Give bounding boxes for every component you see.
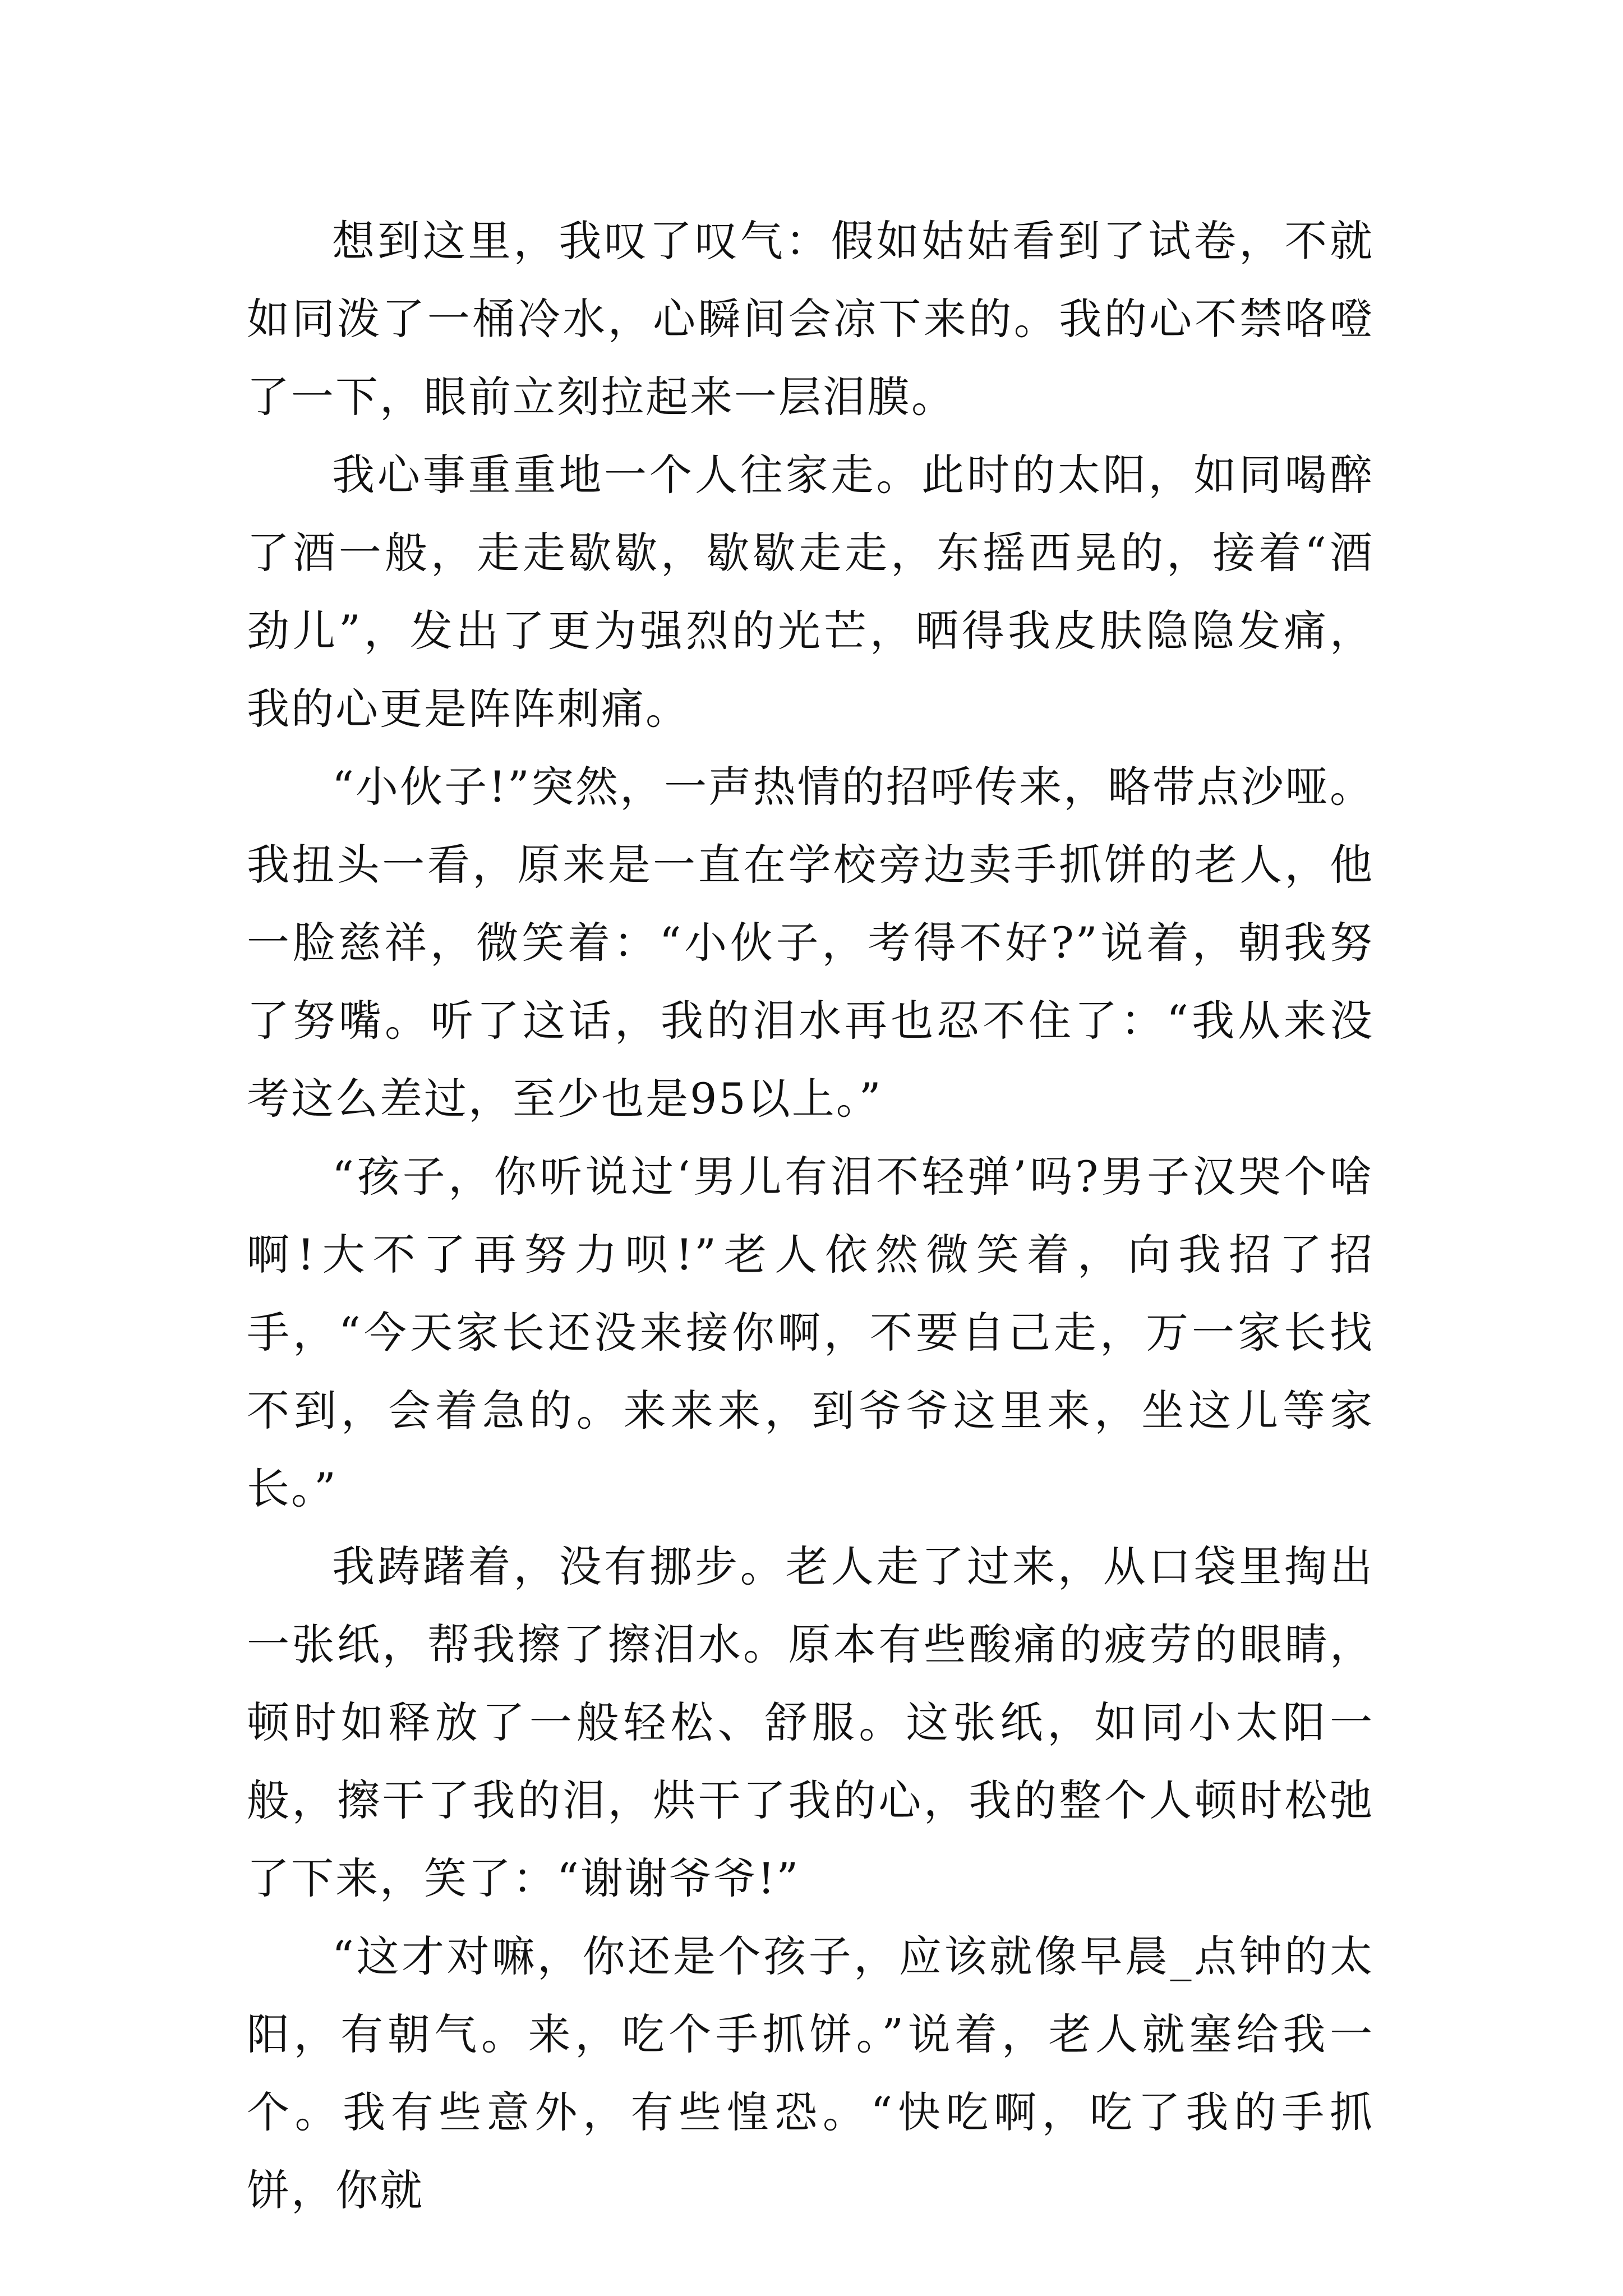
paragraph-1: 想到这里，我叹了叹气：假如姑姑看到了试卷，不就如同泼了一桶冷水，心瞬间会凉下来的。我的心不禁咯噔了一下，眼前立刻拉起来一层泪膜。: [247, 216, 1374, 422]
paragraph-2: 我心事重重地一个人往家走。此时的太阳，如同喝醉了酒一般，走走歇歇，歇歇走走，东摇西晃的，接着“酒劲儿”，发出了更为强烈的光芒，晒得我皮肤隐隐发痛，我的心更是阵阵刺痛。: [247, 450, 1374, 734]
paragraph-5: 我踌躇着，没有挪步。老人走了过来，从口袋里掏出一张纸，帮我擦了擦泪水。原本有些酸痛的疲劳的眼睛，顿时如释放了一般轻松、舒服。这张纸，如同小太阳一般，擦干了我的泪，烘干了我的心，我的整个人顿时松弛了下来，笑了：“谢谢爷爷!”: [247, 1542, 1374, 1903]
paragraph-6: “这才对嘛，你还是个孩子，应该就像早晨_点钟的太阳，有朝气。来，吃个手抓饼。”说着，老人就塞给我一个。我有些意外，有些惶恐。“快吃啊，吃了我的手抓饼，你就: [247, 1931, 1374, 2215]
document-body: [247, 202, 1374, 2229]
paragraph-3: “小伙子!”突然，一声热情的招呼传来，略带点沙哑。我扭头一看，原来是一直在学校旁边卖手抓饼的老人，他一脸慈祥，微笑着：“小伙子，考得不好?”说着，朝我努了努嘴。听了这话，我的泪水再也忍不住了：“我从来没考这么差过，至少也是95以上。”: [247, 762, 1374, 1124]
paragraph-4: “孩子，你听说过‘男儿有泪不轻弹’吗?男子汉哭个啥啊!大不了再努力呗!”老人依然微笑着，向我招了招手，“今天家长还没来接你啊，不要自己走，万一家长找不到，会着急的。来来来，到爷爷这里来，坐这儿等家长。”: [247, 1152, 1374, 1513]
